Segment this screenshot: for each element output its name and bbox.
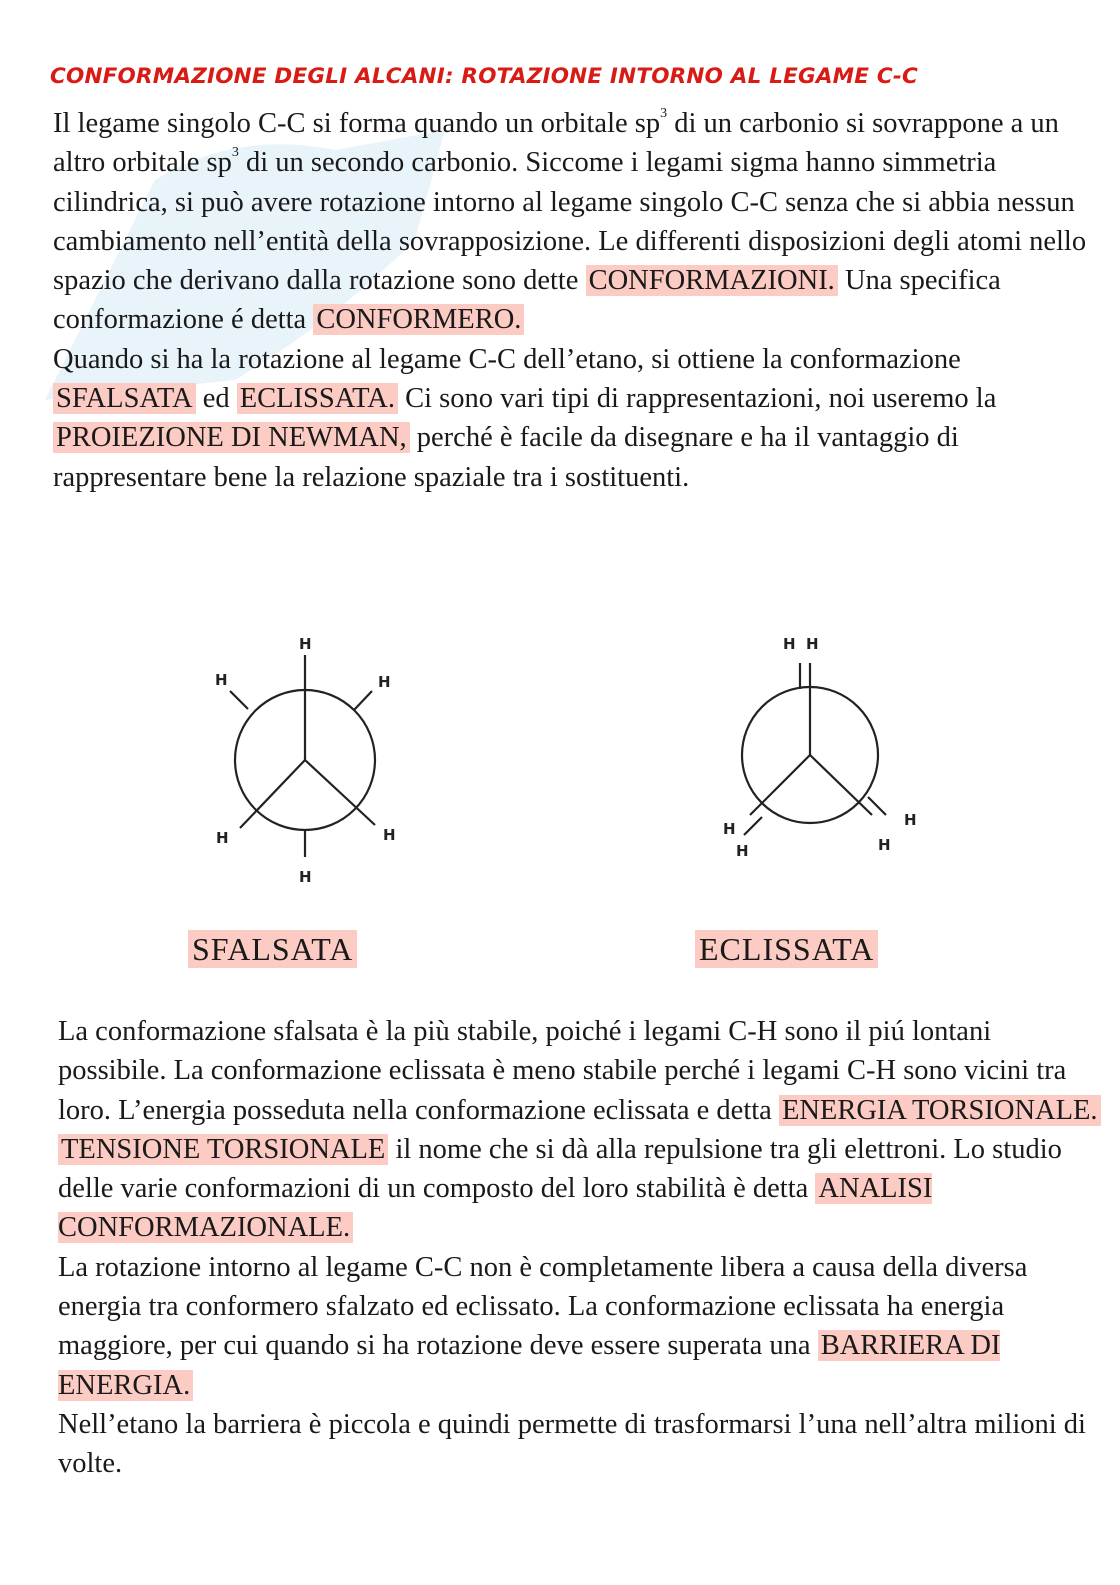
atom-h: H [299, 635, 312, 653]
atom-h: H [904, 811, 917, 829]
atom-h: H [736, 842, 749, 860]
highlight-eclissata: ECLISSATA. [237, 383, 398, 414]
text-run: di un secondo carbonio. Siccome i legami sigma hanno simmetria cilindrica, si può avere rotazione intorno al legame singolo C-C senza che si abbia nessun cambiamento nell’entità della sovrapposizione. Le differenti disposizioni degli atomi nello spazio che derivano dalla rotazione sono dette [53, 147, 1087, 297]
text-run: Nell’etano la barriera è piccola e quindi permette di trasformarsi l’una nell’altra milioni di volte. [58, 1408, 1086, 1480]
rear-bond-lower-left [744, 817, 762, 835]
front-bond-lower-left [240, 760, 305, 828]
highlight-analisi-conformazionale: ANALISI CONFORMAZIONALE. [58, 1173, 933, 1244]
caption-sfalsata: SFALSATA [188, 930, 357, 968]
highlight-conformero: CONFORMERO. [313, 304, 524, 335]
rear-bond-upper-left [230, 691, 248, 709]
text-run: La rotazione intorno al legame C-C non è completamente libera a causa della diversa energia tra conformero sfalzato ed eclissato. La conformazione eclissata ha energia maggiore, per cui quando si ha rotazione deve essere superata una [58, 1251, 1028, 1362]
front-bond-lower-left [750, 755, 810, 815]
atom-h: H [215, 671, 228, 689]
text-run: di un carbonio si sovrappone a un altro orbitale sp [53, 108, 1059, 179]
newman-staggered-diagram [200, 625, 420, 890]
newman-eclipsed-diagram [700, 625, 940, 865]
text-run: il nome che si dà alla repulsione tra gli elettroni. Lo studio delle varie conformazioni di un composto del loro stabilità è detta [58, 1133, 1062, 1205]
highlight-proiezione-newman: PROIEZIONE DI NEWMAN, [53, 422, 410, 453]
highlight-sfalsata: SFALSATA [53, 383, 196, 414]
intro-paragraph [53, 104, 1098, 497]
atom-h: H [378, 673, 391, 691]
superscript: 3 [231, 145, 239, 161]
atom-h: H [299, 868, 312, 886]
text-run: ed [195, 383, 237, 415]
atom-h: H [878, 836, 891, 854]
caption-eclissata: ECLISSATA [695, 930, 878, 968]
section-heading: CONFORMAZIONE DEGLI ALCANI: ROTAZIONE INTORNO AL LEGAME C-C [50, 64, 918, 89]
highlight-conformazioni: CONFORMAZIONI. [586, 265, 838, 296]
text-run: Una specifica conformazione é detta [53, 265, 1001, 336]
highlight-energia-torsionale: ENERGIA TORSIONALE. [779, 1095, 1101, 1126]
atom-h: H [806, 635, 819, 653]
front-bond-lower-right [305, 760, 375, 825]
atom-h: H [216, 829, 229, 847]
stability-paragraph [58, 1012, 1103, 1484]
text-run: Quando si ha la rotazione al legame C-C dell’etano, si ottiene la conformazione [53, 343, 961, 375]
atom-h: H [783, 635, 796, 653]
text-run: Ci sono vari tipi di rappresentazioni, noi useremo la [398, 383, 997, 415]
highlight-barriera-energia: BARRIERA DI ENERGIA. [58, 1330, 1001, 1401]
text-run: Il legame singolo C-C si forma quando un orbitale sp [53, 108, 661, 139]
text-run: La conformazione sfalsata è la più stabile, poiché i legami C-H sono il piú lontani possibile. La conformazione eclissata è meno stabile perché i legami C-H sono vicini tra loro. L’energia posseduta nella conformazione eclissata e detta [58, 1016, 1067, 1126]
front-bond-lower-right [810, 755, 872, 815]
atom-h: H [383, 826, 396, 844]
highlight-tensione-torsionale: TENSIONE TORSIONALE [58, 1134, 388, 1165]
text-run: perché è facile da disegnare e ha il vantaggio di rappresentare bene la relazione spaziale tra i sostituenti. [53, 422, 959, 493]
superscript: 3 [660, 106, 668, 121]
rear-bond-upper-right [354, 691, 372, 710]
atom-h: H [723, 820, 736, 838]
